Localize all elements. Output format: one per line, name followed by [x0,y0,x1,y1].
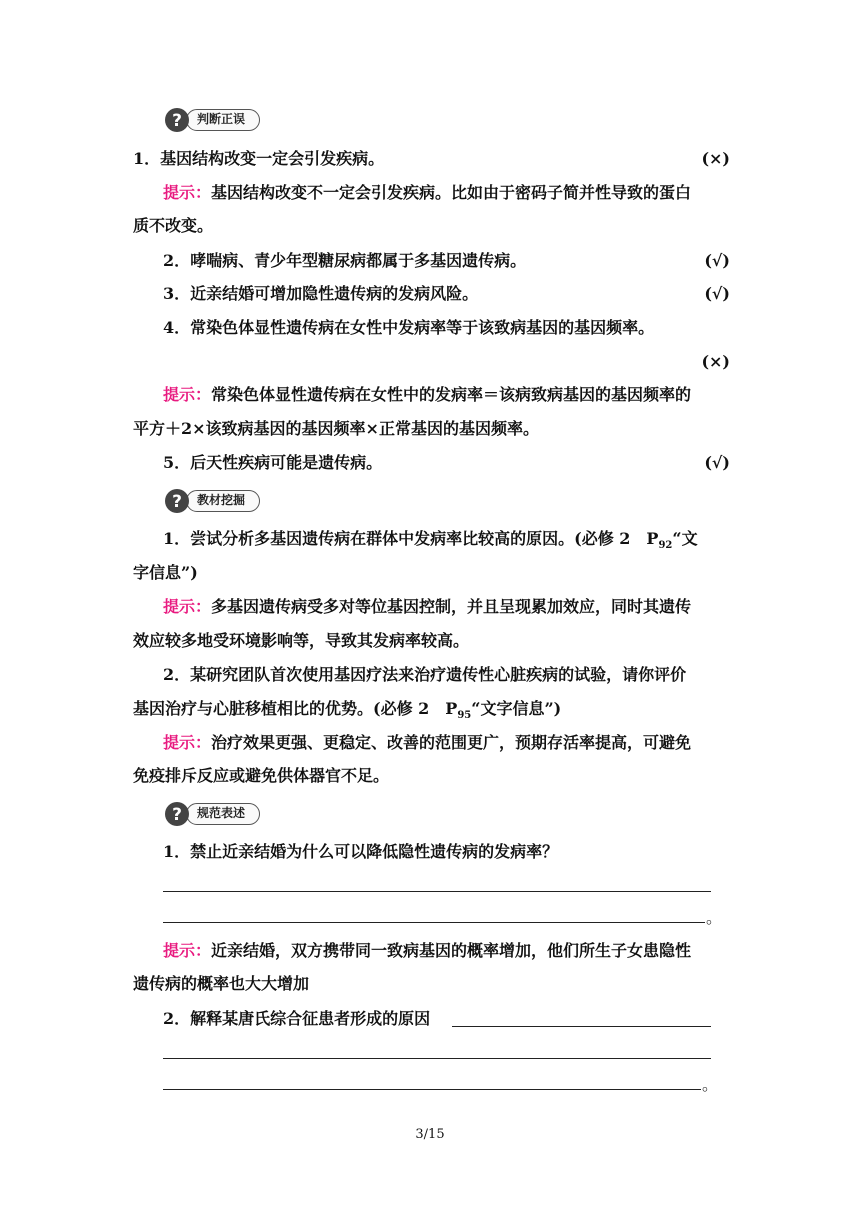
answer-blank-line[interactable] [163,891,711,892]
period-mark: 。 [706,908,723,927]
judge-answer-4: (×) [701,352,730,371]
judge-hint-4-cont: 平方＋2×该致病基因的基因频率×正常基因的基因频率。 [133,419,539,438]
judge-answer-1: (×) [701,149,730,168]
period-mark: 。 [702,1075,719,1094]
textbook-ref: (必修 2 P [373,699,458,718]
section-title: 判断正误 [186,109,260,131]
express-question-1: 1．禁止近亲结婚为什么可以降低隐性遗传病的发病率？ [163,842,559,861]
svg-text:?: ? [172,805,182,825]
textbook-hint-2-cont: 免疫排斥反应或避免供体器官不足。 [133,766,390,785]
textbook-ref-tail: “文 [672,529,698,548]
section-title: 规范表述 [186,803,260,825]
textbook-question-1-cont: 字信息”) [133,563,198,582]
hint-text: 常染色体显性遗传病在女性中的发病率＝该病致病基因的基因频率的 [211,385,692,404]
hint-label: 提示： [163,597,212,616]
textbook-question-2-cont [133,699,730,726]
hint-text: 治疗效果更强、更稳定、改善的范围更广，预期存活率提高，可避免 [211,733,692,752]
judge-hint-1-cont: 质不改变。 [133,216,214,235]
hint-label: 提示： [163,385,212,404]
hint-label: 提示： [163,941,212,960]
question-mark-icon [164,107,190,133]
judge-hint-4 [163,385,730,405]
judge-question-1 [133,149,730,169]
hint-text: 近亲结婚，双方携带同一致病基因的概率增加，他们所生子女患隐性 [211,941,692,960]
judge-answer-2: (√) [704,251,730,270]
textbook-hint-2 [163,733,730,753]
textbook-hint-1-cont: 效应较多地受环境影响等，导致其发病率较高。 [133,631,470,650]
svg-text:?: ? [172,111,182,131]
hint-label: 提示： [163,183,212,202]
express-hint-1 [163,941,730,961]
express-hint-1-cont: 遗传病的概率也大大增加 [133,974,310,993]
hint-text: 多基因遗传病受多对等位基因控制，并且呈现累加效应，同时其遗传 [211,597,692,616]
judge-question-4: 4．常染色体显性遗传病在女性中发病率等于该致病基因的基因频率。 [163,318,655,337]
express-question-2: 2．解释某唐氏综合征患者形成的原因 [163,1009,431,1028]
section-title: 教材挖掘 [186,490,260,512]
section-header-judge [164,107,260,133]
hint-label: 提示： [163,733,212,752]
question-mark-icon [164,488,190,514]
page-number: 3/15 [415,1127,445,1142]
section-header-textbook [164,488,260,514]
question-text: 1．尝试分析多基因遗传病在群体中发病率比较高的原因。 [163,529,575,548]
textbook-question-2: 2．某研究团队首次使用基因疗法来治疗遗传性心脏疾病的试验，请你评价 [163,665,687,684]
svg-text:?: ? [172,492,182,512]
textbook-ref: (必修 2 P [574,529,659,548]
judge-answer-3: (√) [704,284,730,303]
judge-answer-5: (√) [704,453,730,472]
answer-blank-line[interactable] [163,922,705,923]
answer-blank-line[interactable] [452,1026,711,1027]
answer-blank-line[interactable] [163,1058,711,1059]
hint-text: 基因结构改变不一定会引发疾病。比如由于密码子简并性导致的蛋白 [211,183,692,202]
question-text: 1．基因结构改变一定会引发疾病。 [133,149,385,168]
answer-blank-line[interactable] [163,1089,701,1090]
judge-hint-1 [163,183,730,203]
textbook-ref-tail: “文字信息”) [471,699,562,718]
question-text: 基因治疗与心脏移植相比的优势。 [133,699,374,718]
textbook-question-1 [163,529,730,556]
page-subscript: 92 [658,540,673,552]
judge-question-5: 5．后天性疾病可能是遗传病。 [163,453,383,472]
judge-question-2: 2．哮喘病、青少年型糖尿病都属于多基因遗传病。 [163,251,527,270]
section-header-express [164,801,260,827]
question-mark-icon [164,801,190,827]
judge-question-3: 3．近亲结婚可增加隐性遗传病的发病风险。 [163,284,479,303]
textbook-hint-1 [163,597,730,617]
page-subscript: 95 [457,710,472,722]
